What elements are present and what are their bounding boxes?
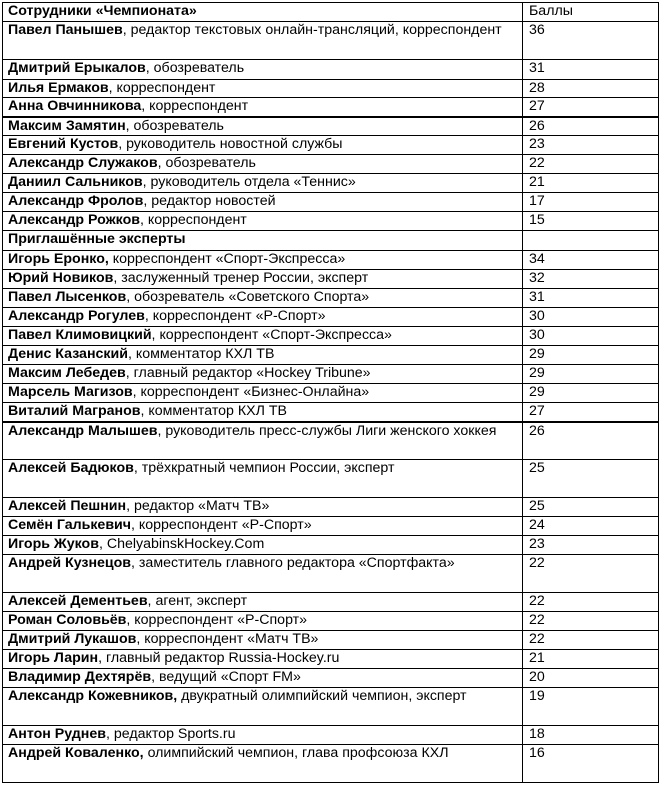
score-value: 20 (523, 669, 659, 688)
table-row (3, 289, 659, 308)
table-row (3, 498, 659, 517)
table-row (3, 631, 659, 650)
table-row (3, 251, 659, 270)
table-row (3, 593, 659, 612)
table-row (3, 612, 659, 631)
person-name: Александр Малышев (8, 422, 158, 439)
person-cell: Антон Руднев, редактор Sports.ru (3, 726, 523, 745)
table-row (3, 327, 659, 346)
table-row (3, 555, 659, 593)
person-role: корреспондент «Спорт-Экспресса» (159, 327, 392, 343)
person-cell: Андрей Кузнецов, заместитель главного редактора «Спортфакта» (3, 555, 523, 593)
score-value: 23 (523, 136, 659, 155)
person-name: Анна Овчинникова (8, 98, 142, 114)
section-title: Сотрудники «Чемпионата» (3, 3, 523, 22)
person-name: Роман Соловьёв (8, 612, 127, 628)
person-role: редактор новостей (151, 193, 276, 209)
table-row (3, 98, 659, 117)
score-value: 22 (523, 612, 659, 631)
person-cell: Александр Рогулев, корреспондент «Р-Спорт» (3, 308, 523, 327)
ratings-table (2, 2, 659, 783)
score-value: 30 (523, 308, 659, 327)
person-name: Павел Лысенков (8, 289, 127, 305)
person-role: заслуженный тренер России, эксперт (121, 270, 369, 286)
score-value: 29 (523, 346, 659, 365)
score-value: 25 (523, 498, 659, 517)
table-row (3, 669, 659, 688)
table-row (3, 403, 659, 422)
score-value: 31 (523, 60, 659, 80)
person-role: корреспондент «Матч ТВ» (144, 631, 319, 647)
person-cell: Илья Ермаков, корреспондент (3, 80, 523, 98)
person-cell: Семён Галькевич, корреспондент «Р-Спорт» (3, 517, 523, 536)
table-row (3, 688, 659, 726)
person-name: Юрий Новиков (8, 270, 114, 286)
person-cell: Максим Лебедев, главный редактор «Hockey Tribune» (3, 365, 523, 384)
person-role: обозреватель (133, 117, 224, 134)
person-cell: Павел Лысенков, обозреватель «Советского Спорта» (3, 289, 523, 308)
person-name: Алексей Пешнин (8, 498, 127, 514)
person-cell: Алексей Бадюков, трёхкратный чемпион России, эксперт (3, 460, 523, 498)
experts-section-title: Приглашённые эксперты (3, 231, 523, 251)
person-name: Александр Рогулев (8, 308, 145, 324)
person-cell: Даниил Сальников, руководитель отдела «Теннис» (3, 174, 523, 193)
person-name: Игорь Жуков (8, 536, 99, 552)
table-row (3, 155, 659, 174)
table-row (3, 308, 659, 327)
person-cell: Алексей Пешнин, редактор «Матч ТВ» (3, 498, 523, 517)
person-role: олимпийский чемпион, глава профсоюза КХЛ (147, 745, 449, 761)
score-value: 24 (523, 517, 659, 536)
experts-section-row (3, 231, 659, 251)
person-role: главный редактор Russia-Hockey.ru (105, 650, 340, 666)
person-cell: Александр Служаков, обозреватель (3, 155, 523, 174)
person-role: корреспондент «Спорт-Экспресса» (112, 251, 346, 267)
person-role: обозреватель «Советского Спорта» (134, 289, 370, 305)
person-role: ChelyabinskHockey.Com (106, 536, 265, 552)
person-role: корреспондент (149, 98, 249, 114)
table-row (3, 212, 659, 231)
person-name: Антон Руднев (8, 726, 106, 742)
person-role: трёхкратный чемпион России, эксперт (141, 460, 395, 476)
person-name: Марсель Магизов (8, 384, 133, 400)
score-value: 28 (523, 80, 659, 98)
person-role: двукратный олимпийский чемпион, эксперт (181, 688, 467, 704)
person-cell: Виталий Магранов, комментатор КХЛ ТВ (3, 403, 523, 422)
score-value: 19 (523, 688, 659, 726)
table-row (3, 422, 659, 460)
person-name: Андрей Коваленко, (8, 745, 144, 761)
person-role: комментатор КХЛ ТВ (135, 346, 275, 362)
table-row (3, 80, 659, 98)
person-role: руководитель пресс-службы Лиги женского хоккея (165, 422, 497, 439)
person-name: Александр Служаков (8, 155, 158, 171)
person-cell: Роман Соловьёв, корреспондент «Р-Спорт» (3, 612, 523, 631)
person-cell: Дмитрий Лукашов, корреспондент «Матч ТВ» (3, 631, 523, 650)
person-cell (3, 251, 523, 270)
table-row (3, 22, 659, 60)
table-row (3, 517, 659, 536)
table-row (3, 726, 659, 745)
person-name: Максим Лебедев (8, 365, 126, 381)
person-name: Дмитрий Лукашов (8, 631, 137, 647)
score-value: 25 (523, 460, 659, 498)
person-name: Илья Ермаков (8, 80, 109, 96)
person-cell: Дмитрий Ерыкалов, обозреватель (3, 60, 523, 80)
person-cell (3, 745, 523, 783)
person-cell: Марсель Магизов, корреспондент «Бизнес-Онлайна» (3, 384, 523, 403)
score-value: 29 (523, 384, 659, 403)
score-value: 18 (523, 726, 659, 745)
person-role: корреспондент «Р-Спорт» (138, 517, 312, 533)
score-value: 21 (523, 174, 659, 193)
score-value: 32 (523, 270, 659, 289)
person-role: главный редактор «Hockey Tribune» (133, 365, 371, 381)
table-row (3, 384, 659, 403)
score-value: 21 (523, 650, 659, 669)
person-cell: Александр Фролов, редактор новостей (3, 193, 523, 212)
person-name: Денис Казанский (8, 346, 128, 362)
person-cell: Владимир Дехтярёв, ведущий «Спорт FM» (3, 669, 523, 688)
person-name: Евгений Кустов (8, 136, 119, 152)
person-name: Александр Фролов (8, 193, 144, 209)
person-name: Андрей Кузнецов (8, 555, 132, 571)
person-name: Павел Климовицкий (8, 327, 152, 343)
person-name: Даниил Сальников (8, 174, 143, 190)
table-row (3, 650, 659, 669)
person-cell: Александр Рожков, корреспондент (3, 212, 523, 231)
person-name: Дмитрий Ерыкалов (8, 60, 146, 76)
person-role: корреспондент «Р-Спорт» (152, 308, 326, 324)
person-role: обозреватель (153, 60, 245, 76)
person-name: Максим Замятин (8, 117, 126, 134)
table-row (3, 174, 659, 193)
person-name: Александр Кожевников, (8, 688, 178, 704)
table-row (3, 536, 659, 555)
person-cell: Павел Климовицкий, корреспондент «Спорт-Экспресса» (3, 327, 523, 346)
score-value: 22 (523, 593, 659, 612)
table-row (3, 346, 659, 365)
score-value: 22 (523, 155, 659, 174)
person-cell: Павел Панышев, редактор текстовых онлайн-трансляций, корреспондент (3, 22, 523, 60)
person-role: редактор текстовых онлайн-трансляций, корреспондент (130, 22, 502, 38)
score-value: 36 (523, 22, 659, 60)
table-row (3, 745, 659, 783)
person-role: обозреватель (165, 155, 256, 171)
table-row (3, 270, 659, 289)
person-role: редактор Sports.ru (113, 726, 236, 742)
table-row (3, 60, 659, 80)
person-name: Алексей Дементьев (8, 593, 148, 609)
score-value: 27 (523, 98, 659, 117)
person-name: Алексей Бадюков (8, 460, 134, 476)
person-cell: Юрий Новиков, заслуженный тренер России, эксперт (3, 270, 523, 289)
score-value: 27 (523, 403, 659, 422)
score-value: 26 (523, 117, 659, 136)
person-cell: Игорь Ларин, главный редактор Russia-Hockey.ru (3, 650, 523, 669)
score-value: 23 (523, 536, 659, 555)
score-value: 26 (523, 422, 659, 460)
score-value: 22 (523, 631, 659, 650)
person-name: Семён Галькевич (8, 517, 131, 533)
person-role: руководитель отдела «Теннис» (150, 174, 356, 190)
score-value: 15 (523, 212, 659, 231)
person-name: Игорь Ларин (8, 650, 99, 666)
person-name: Виталий Магранов (8, 403, 141, 419)
table-row (3, 460, 659, 498)
person-cell: Александр Малышев, руководитель пресс-службы Лиги женского хоккея (3, 422, 523, 460)
table-row (3, 117, 659, 136)
table-row (3, 193, 659, 212)
person-cell: Игорь Жуков, ChelyabinskHockey.Com (3, 536, 523, 555)
person-cell: Евгений Кустов, руководитель новостной службы (3, 136, 523, 155)
person-role: редактор «Матч ТВ» (133, 498, 270, 514)
table-row (3, 365, 659, 384)
person-name: Павел Панышев (8, 22, 123, 38)
person-cell: Алексей Дементьев, агент, эксперт (3, 593, 523, 612)
person-role: заместитель главного редактора «Спортфакта» (138, 555, 455, 571)
score-value: 31 (523, 289, 659, 308)
table-header-row (3, 3, 659, 22)
person-cell: Денис Казанский, комментатор КХЛ ТВ (3, 346, 523, 365)
empty-score-cell (523, 231, 659, 251)
person-cell (3, 688, 523, 726)
score-value: 17 (523, 193, 659, 212)
score-value: 30 (523, 327, 659, 346)
person-role: корреспондент «Р-Спорт» (134, 612, 308, 628)
person-role: комментатор КХЛ ТВ (148, 403, 287, 419)
person-role: корреспондент (147, 212, 247, 228)
person-role: ведущий «Спорт FM» (158, 669, 301, 685)
person-cell: Анна Овчинникова, корреспондент (3, 98, 523, 117)
person-name: Владимир Дехтярёв (8, 669, 152, 685)
person-role: корреспондент (116, 80, 216, 96)
person-cell: Максим Замятин, обозреватель (3, 117, 523, 136)
score-value: 29 (523, 365, 659, 384)
person-role: корреспондент «Бизнес-Онлайна» (140, 384, 370, 400)
person-name: Игорь Еронко, (8, 251, 109, 267)
table-row (3, 136, 659, 155)
score-header: Баллы (523, 3, 659, 22)
person-role: агент, эксперт (155, 593, 248, 609)
score-value: 22 (523, 555, 659, 593)
score-value: 34 (523, 251, 659, 270)
person-name: Александр Рожков (8, 212, 140, 228)
person-role: руководитель новостной службы (126, 136, 343, 152)
score-value: 16 (523, 745, 659, 783)
